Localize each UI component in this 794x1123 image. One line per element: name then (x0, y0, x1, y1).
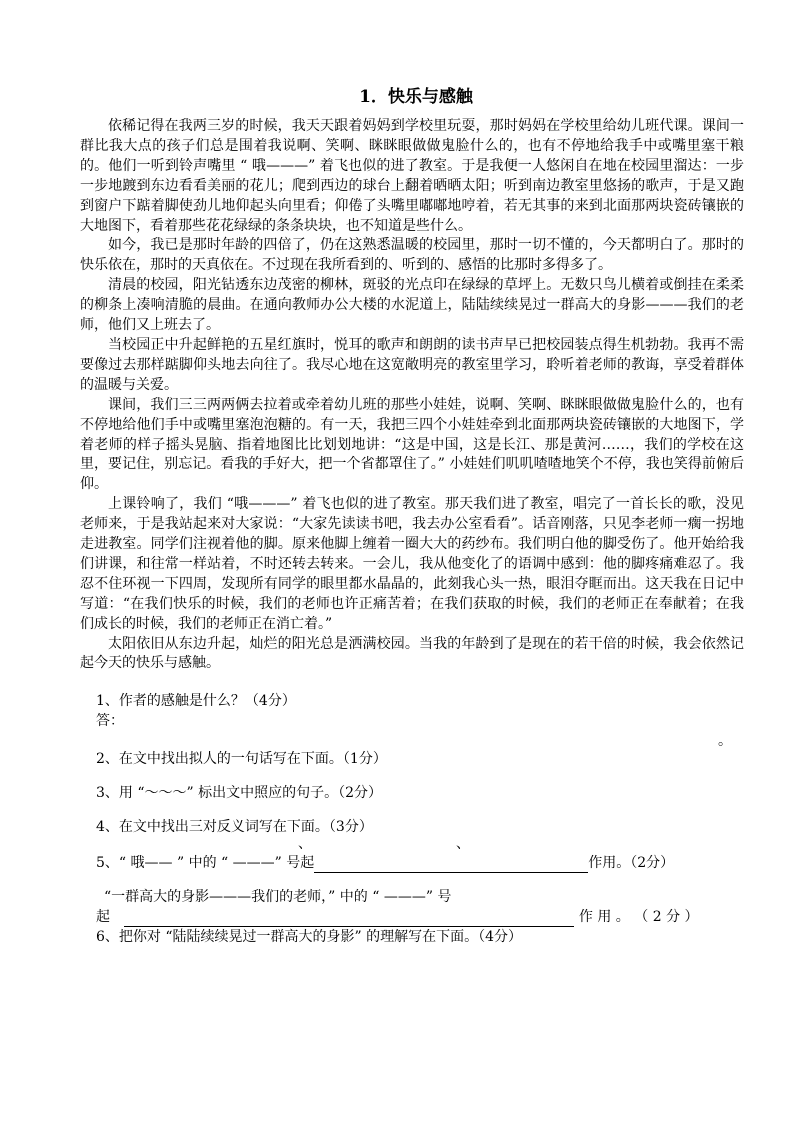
question-4-answer-area[interactable] (80, 837, 744, 853)
question-section (80, 691, 744, 947)
question-1-answer-label: 答： (96, 713, 124, 730)
question-5-answer-line[interactable] (314, 858, 588, 873)
question-5b-prefix: 起 (96, 909, 110, 926)
paragraph-4: 当校园正中升起鲜艳的五星红旗时，悦耳的歌声和朗朗的读书声早已把校园装点得生机勃勃。我再不需要像过去那样踮脚仰头地去向往了。我尽心地在这宽敞明亮的教室里学习，聆听着老师的教诲，享受着群体的温暖与关爱。 (80, 336, 744, 393)
question-1: 1、作者的感触是什么？（4分） (96, 693, 296, 710)
question-5b-suffix: 作 用 。 （ 2 分 ） (578, 909, 699, 926)
antonym-separator: 、 (456, 836, 470, 853)
paragraph-6: 上课铃响了，我们 “哦———” 着飞也似的进了教室。那天我们进了教室，唱完了一首长长的歌，没见老师来，于是我站起来对大家说：“大家先读读书吧，我去办公室看看”。话音刚落，只见李老师一瘸一拐地走进教室。同学们注视着他的脚。原来他脚上缠着一圈大大的药纱布。我们明白他的脚受伤了。他开始给我们讲课，和往常一样站着，不时还转去转来。一会儿，我从他变化了的语调中感到：他的脚疼痛难忍了。我忍不住环视一下四周，发现所有同学的眼里都水晶晶的，此刻我心头一热，眼泪夺眶而出。这天我在日记中写道：“在我们快乐的时候，我们的老师也许正痛苦着；在我们获取的时候，我们的老师正在奉献着；在我们成长的时候，我们的老师正在消亡着。” (80, 496, 744, 632)
paragraph-5: 课间，我们三三两两俩去拉着或牵着幼儿班的那些小娃娃，说啊、笑啊、眯眯眼做做鬼脸什么的，也有不停地给他们手中或嘴里塞泡泡糖的。有一天，我把三四个小娃娃牵到北面那两块瓷砖镶嵌的大地图下，学着老师的样子摇头晃脑、指着地图比比划划地讲：“这是中国，这是长江、那是黄河……，我们的学校在这里，要记住，别忘记。看我的手好大，把一个省都罩住了。” 小娃娃们叽叽喳喳地笑个不停，我也笑得前俯后仰。 (80, 396, 744, 493)
paragraph-1: 依稀记得在我两三岁的时候，我天天跟着妈妈到学校里玩耍，那时妈妈在学校里给幼儿班代课。课间一群比我大点的孩子们总是围着我说啊、笑啊、眯眯眼做做鬼脸什么的，也有不停地给我手中或嘴里塞干粮的。他们一听到铃声嘴里 “ 哦———” 着飞也似的进了教室。于是我便一人悠闲自在地在校园里溜达：一步一步地踱到东边看看美丽的花儿；爬到西边的球台上翻着晒晒太阳；听到南边教室里悠扬的歌声，于是又跑到窗户下踮着脚使劲儿地仰起头向里看；仰倦了头嘴里嘟嘟地哼着，若无其事的来到北面那两块瓷砖镶嵌的大地图下，看着那些花花绿绿的条条块块，也不知道是些什么。 (80, 118, 744, 234)
page-title: 1．快乐与感触 (359, 87, 473, 107)
question-3: 3、用 “～～～” 标出文中照应的句子。（2分） (96, 785, 383, 802)
paragraph-3: 清晨的校园，阳光钻透东边茂密的柳林，斑驳的光点印在绿绿的草坪上。无数只鸟儿横着或倒挂在柔柔的柳条上凑响清脆的晨曲。在通向教师办公大楼的水泥道上，陆陆续续晃过一群高大的身影———我们的老师，他们又上班去了。 (80, 277, 744, 334)
antonym-separator: 、 (298, 836, 312, 853)
question-5-prefix: 5、“ 哦—— ” 中的 “ ———” 号起 (96, 855, 315, 872)
question-5-suffix: 作用。（2分） (588, 855, 675, 872)
question-5 (80, 853, 744, 873)
question-5b (80, 907, 744, 927)
question-2: 2、在文中找出拟人的一句话写在下面。（1分） (96, 751, 387, 768)
paragraph-7: 太阳依旧从东边升起，灿烂的阳光总是洒满校园。当我的年龄到了是现在的若干倍的时候，我会依然记起今天的快乐与感触。 (80, 635, 744, 672)
question-1-answer-area[interactable] (80, 731, 744, 749)
question-5b-answer-line[interactable] (124, 912, 574, 927)
article-body (80, 117, 744, 674)
answer-end-mark: 。 (718, 733, 732, 750)
question-5b-text: “一群高大的身影———我们的老师，” 中的 “ ———” 号 (104, 889, 452, 906)
question-6: 6、把你对 “陆陆续续晃过一群高大的身影” 的理解写在下面。（4分） (96, 929, 523, 946)
question-4: 4、在文中找出三对反义词写在下面。（3分） (96, 819, 373, 836)
worksheet-page (80, 82, 744, 947)
paragraph-2: 如今，我已是那时年龄的四倍了，仍在这熟悉温暖的校园里，那时一切不懂的，今天都明白了。那时的快乐依在，那时的天真依在。不过现在我所看到的、听到的、感悟的比那时多得多了。 (80, 237, 744, 274)
